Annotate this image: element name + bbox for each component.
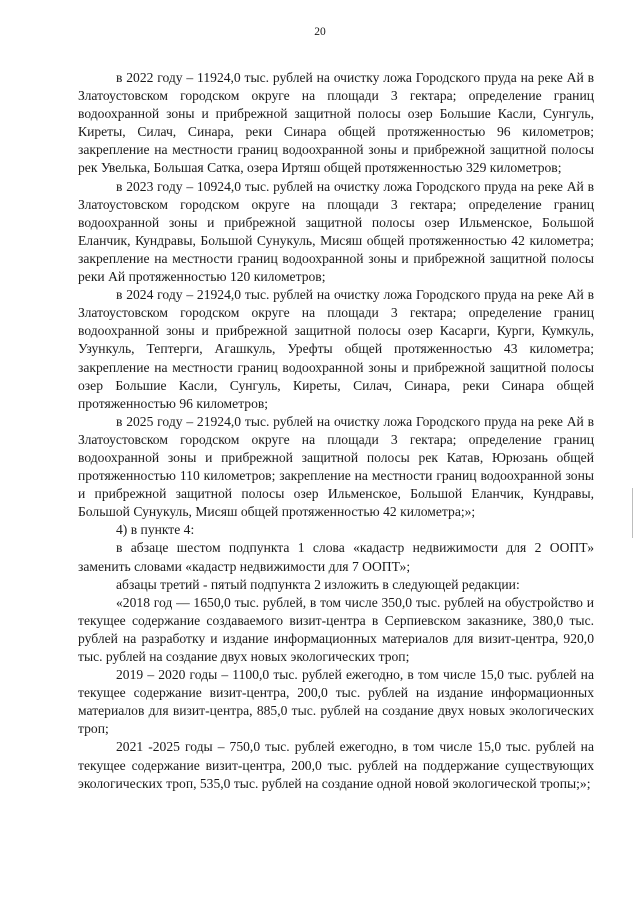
- paragraph-2019-2020: 2019 – 2020 годы – 1100,0 тыс. рублей ежегодно, в том числе 15,0 тыс. рублей на текущее содержание визит-центра, 200,0 тыс. рублей на издание информационных материалов для визит-центра, 885,0 тыс. рублей на создание двух новых экологических троп;: [78, 667, 594, 737]
- paragraph-2024: в 2024 году – 21924,0 тыс. рублей на очистку ложа Городского пруда на реке Ай в Златоустовском городском округе на площади 3 гектара; определение границ водоохранной зоны и прибрежной защитной полосы озер Касарги, Курги, Кумкуль, Узункуль, Тептерги, Агашкуль, Урефты общей протяженностью 43 километра; закрепление на местности границ водоохранной зоны и прибрежной защитной полосы озер Большие Касли, Сунгуль, Киреты, Силач, Синара, реки Синара общей протяженностью 96 километров;: [78, 287, 594, 411]
- paragraph-replace-words: в абзаце шестом подпункта 1 слова «кадастр недвижимости для 2 ООПТ» заменить словами «кадастр недвижимости для 7 ООПТ»;: [78, 540, 594, 574]
- paragraph-2025: в 2025 году – 21924,0 тыс. рублей на очистку ложа Городского пруда на реке Ай в Златоустовском городском округе на площади 3 гектара; определение границ водоохранной зоны и прибрежной защитной полосы рек Катав, Юрюзань общей протяженностью 110 километров; закрепление на местности границ водоохранной зоны и прибрежной защитной полосы озер Ильменское, Большой Еланчик, Кундравы, Большой Сунукуль, Мисяш общей протяженностью 42 километра;»;: [78, 413, 594, 520]
- paragraph-item-4: 4) в пункте 4:: [116, 522, 195, 538]
- paragraph-2022: в 2022 году – 11924,0 тыс. рублей на очистку ложа Городского пруда на реке Ай в Златоустовском городском округе на площади 3 гектара; определение границ водоохранной зоны и прибрежной защитной полосы озер Большие Касли, Сунгуль, Киреты, Силач, Синара, реки Синара общей протяженностью 96 километров; закрепление на местности границ водоохранной зоны и прибрежной защитной полосы рек Увелька, Большая Сатка, озера Иртяш общей протяженностью 329 километров;: [78, 70, 594, 176]
- scan-edge-mark: [632, 488, 636, 538]
- paragraph-2018: «2018 год — 1650,0 тыс. рублей, в том числе 350,0 тыс. рублей на обустройство и текущее содержание создаваемого визит-центра в Серпиевском заказнике, 380,0 тыс. рублей на разработку и издание информационных материалов для визит-центра, 920,0 тыс. рублей на создание двух новых экологических троп;: [78, 594, 594, 664]
- document-body: [78, 69, 594, 793]
- paragraph-2023: в 2023 году – 10924,0 тыс. рублей на очистку ложа Городского пруда на реке Ай в Златоустовском городском округе на площади 3 гектара; определение границ водоохранной зоны и прибрежной защитной полосы озер Ильменское, Большой Еланчик, Кундравы, Большой Сунукуль, Мисяш общей протяженностью 42 километра; закрепление на местности границ водоохранной зоны и прибрежной защитной полосы реки Ай протяженностью 120 километров;: [78, 178, 594, 285]
- page-number: 20: [314, 26, 326, 38]
- paragraph-restate-intro: абзацы третий - пятый подпункта 2 изложить в следующей редакции:: [116, 576, 520, 592]
- paragraph-2021-2025: 2021 -2025 годы – 750,0 тыс. рублей ежегодно, в том числе 15,0 тыс. рублей на текущее содержание визит-центра, 200,0 тыс. рублей на поддержание существующих экологических троп, 535,0 тыс. рублей на создание одной новой экологической тропы;»;: [78, 739, 594, 791]
